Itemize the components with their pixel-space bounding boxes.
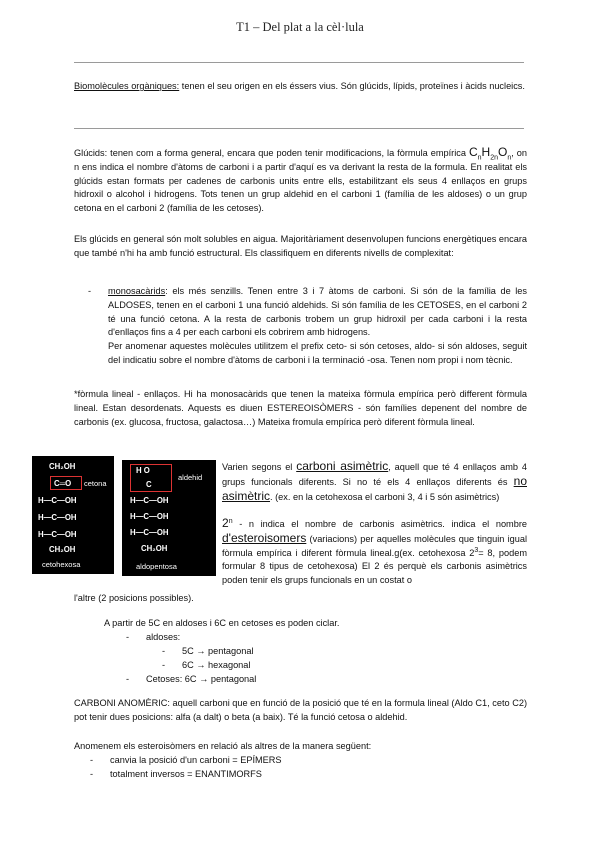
glucids-text-b: , on n ens indica el nombre d'àtoms de carboni i a partir d'aquí es va derivant la resta de la formula. En realitat els glúcids estan formats per cadenes de carbonis units entre ells, estabilitzant els seus 4 enllaços en grups hidroxil o alcohol i hidrogens. Tots tenen un grup aldehid en el carboni 1 (família de les aldoses) o un grup cetona en el carboni 2 (família de les cetoses). (74, 148, 528, 214)
carboni-asimetric-paragraph: Varien segons el carboni asimètric, aquell que té 4 enllaços amb 4 grups funcionals diferents. Si no té els 4 enllaços diferents és no asimètric. (ex. en la cetohexosa el carboni 3, 4 i 5 són asimètrics) (222, 459, 528, 503)
estereoisomers-end: l'altre (2 posicions possibles). (74, 593, 194, 603)
aldoses-6c-dash: - (162, 660, 166, 670)
aldoses-6c: 6C → hexagonal (182, 660, 251, 670)
relacio-intro: Anomenem els esteroisòmers en relació als altres de la manera següent: (74, 741, 372, 751)
esteroisomers-term: d'esteroisomers (222, 530, 307, 545)
monosacarids-item (88, 285, 527, 368)
enantimorfs-item: totalment inversos = ENANTIMORFS (110, 769, 262, 779)
intro-label: Biomolècules orgàniques: (74, 81, 180, 91)
title-divider (74, 62, 524, 63)
cetoses-item: Cetoses: 6C → pentagonal (146, 674, 257, 684)
epimers-dash: - (90, 755, 94, 765)
glucids-paragraph-2: Els glúcids en general són molt solubles en aigua. Majoritàriament desenvolupen funcions energètiques encara que també n'hi ha amb funció estructural. Els classifiquem en diferents nivells de complexitat: (74, 234, 527, 258)
glucids-text-a: Glúcids: tenen com a forma general, encara que poden tenir modificacions, la fòrmula empírica (74, 148, 469, 158)
monosacarids-naming: Per anomenar aquestes molècules utilitzem el prefix ceto- si són cetoses, aldo- si són aldoses, seguit del indicatiu sobre el nombre d'àtoms de carboni i la terminació -osa. Tenen nom propi i nom tècnic. (108, 341, 527, 365)
formula-lineal-paragraph: *fòrmula lineal - enllaços. Hi ha monosacàrids que tenen la mateixa fòrmula empírica però different fòrmula lineal. Estan desordenats. Aquests es diuen ESTEREOISÒMERS - són famílies depenent del nombre de carbonis (ex. glucosa, fructosa, galactosa…) Mateixa fromula empírica però diferent fòrmula lineal. (74, 389, 527, 427)
aldoses-5c-dash: - (162, 646, 166, 656)
aldoses-item: aldoses: (146, 632, 181, 642)
intro-paragraph (74, 80, 527, 94)
cetohexosa-caption: cetohexosa (42, 560, 81, 569)
ciclar-intro: A partir de 5C en aldoses i 6C en cetoses es poden ciclar. (104, 618, 340, 628)
monosacarids-text: monosacàrids: els més senzills. Tenen entre 3 i 7 àtoms de carboni. Si són de la família de les ALDOSES, tenen en el carboni 1 una funció aldehids. Si són família de les CETOSES, en el carboni 2 té una funció cetona. A la resta de carbonis trobem un grup hidroxil per cada carboni i la resta d'enllaços fins a 4 per each carboni els cobrirem amb hidrogens. (108, 286, 527, 338)
no-asimetric-term: no asimètric (222, 473, 527, 503)
epimers-item: canvia la posició d'un carboni = EPÍMERS (110, 755, 282, 765)
glucids-paragraph-1 (74, 146, 527, 216)
carboni-asimetric-term: carboni asimètric (296, 459, 389, 473)
carboni-anomeric-paragraph: CARBONI ANOMÈRIC: aquell carboni que en funció de la posició que té en la formula lineal (Aldo C1, ceto C2) pot tenir dues posicions: alfa (a dalt) o beta (a baix). Té la funció cetosa o aldehid. (74, 698, 527, 722)
aldoses-dash: - (126, 632, 130, 642)
enantimorfs-dash: - (90, 769, 94, 779)
aldehyde-highlight (130, 464, 172, 492)
aldopentosa-structure: H O C aldehid H—C—OH H—C—OH H—C—OH CH₂OH aldopentosa (122, 460, 216, 576)
cetohexosa-structure: CH₂OH C═O cetona H—C—OH H—C—OH H—C—OH CH₂OH cetohexosa (32, 456, 114, 574)
aldehid-label: aldehid (178, 473, 203, 482)
ketone-highlight (50, 476, 82, 490)
bullet-dash: - (88, 286, 92, 296)
monosacarids-term: monosacàrids (108, 286, 166, 296)
section-divider (74, 128, 524, 129)
aldoses-5c: 5C → pentagonal (182, 646, 254, 656)
aldopentosa-caption: aldopentosa (136, 562, 177, 571)
cetona-label: cetona (84, 479, 107, 488)
empirical-formula: $C_nH_{2n}O_n$ (468, 145, 512, 162)
page-title: T1 – Del plat a la cèl·lula (236, 20, 364, 34)
intro-text: tenen el seu origen en els éssers vius. Són glúcids, lípids, proteïnes i àcids nucleics. (179, 81, 525, 91)
cetoses-dash: - (126, 674, 130, 684)
estereoisomers-paragraph: 2$^n$ - n indica el nombre de carbonis asimètrics. indica el nombre d'esteroisomers (variacions) per aquelles molècules que tinguin igual fòrmula empírica i diferent fòrmula lineal.g(ex. cetohexosa $2^3= 8$, podem formular 8 tipus de cetohexosa) El 2 és perquè els carbonis asimètrics poden tenir els grups funcionals en un costat o (222, 516, 527, 586)
